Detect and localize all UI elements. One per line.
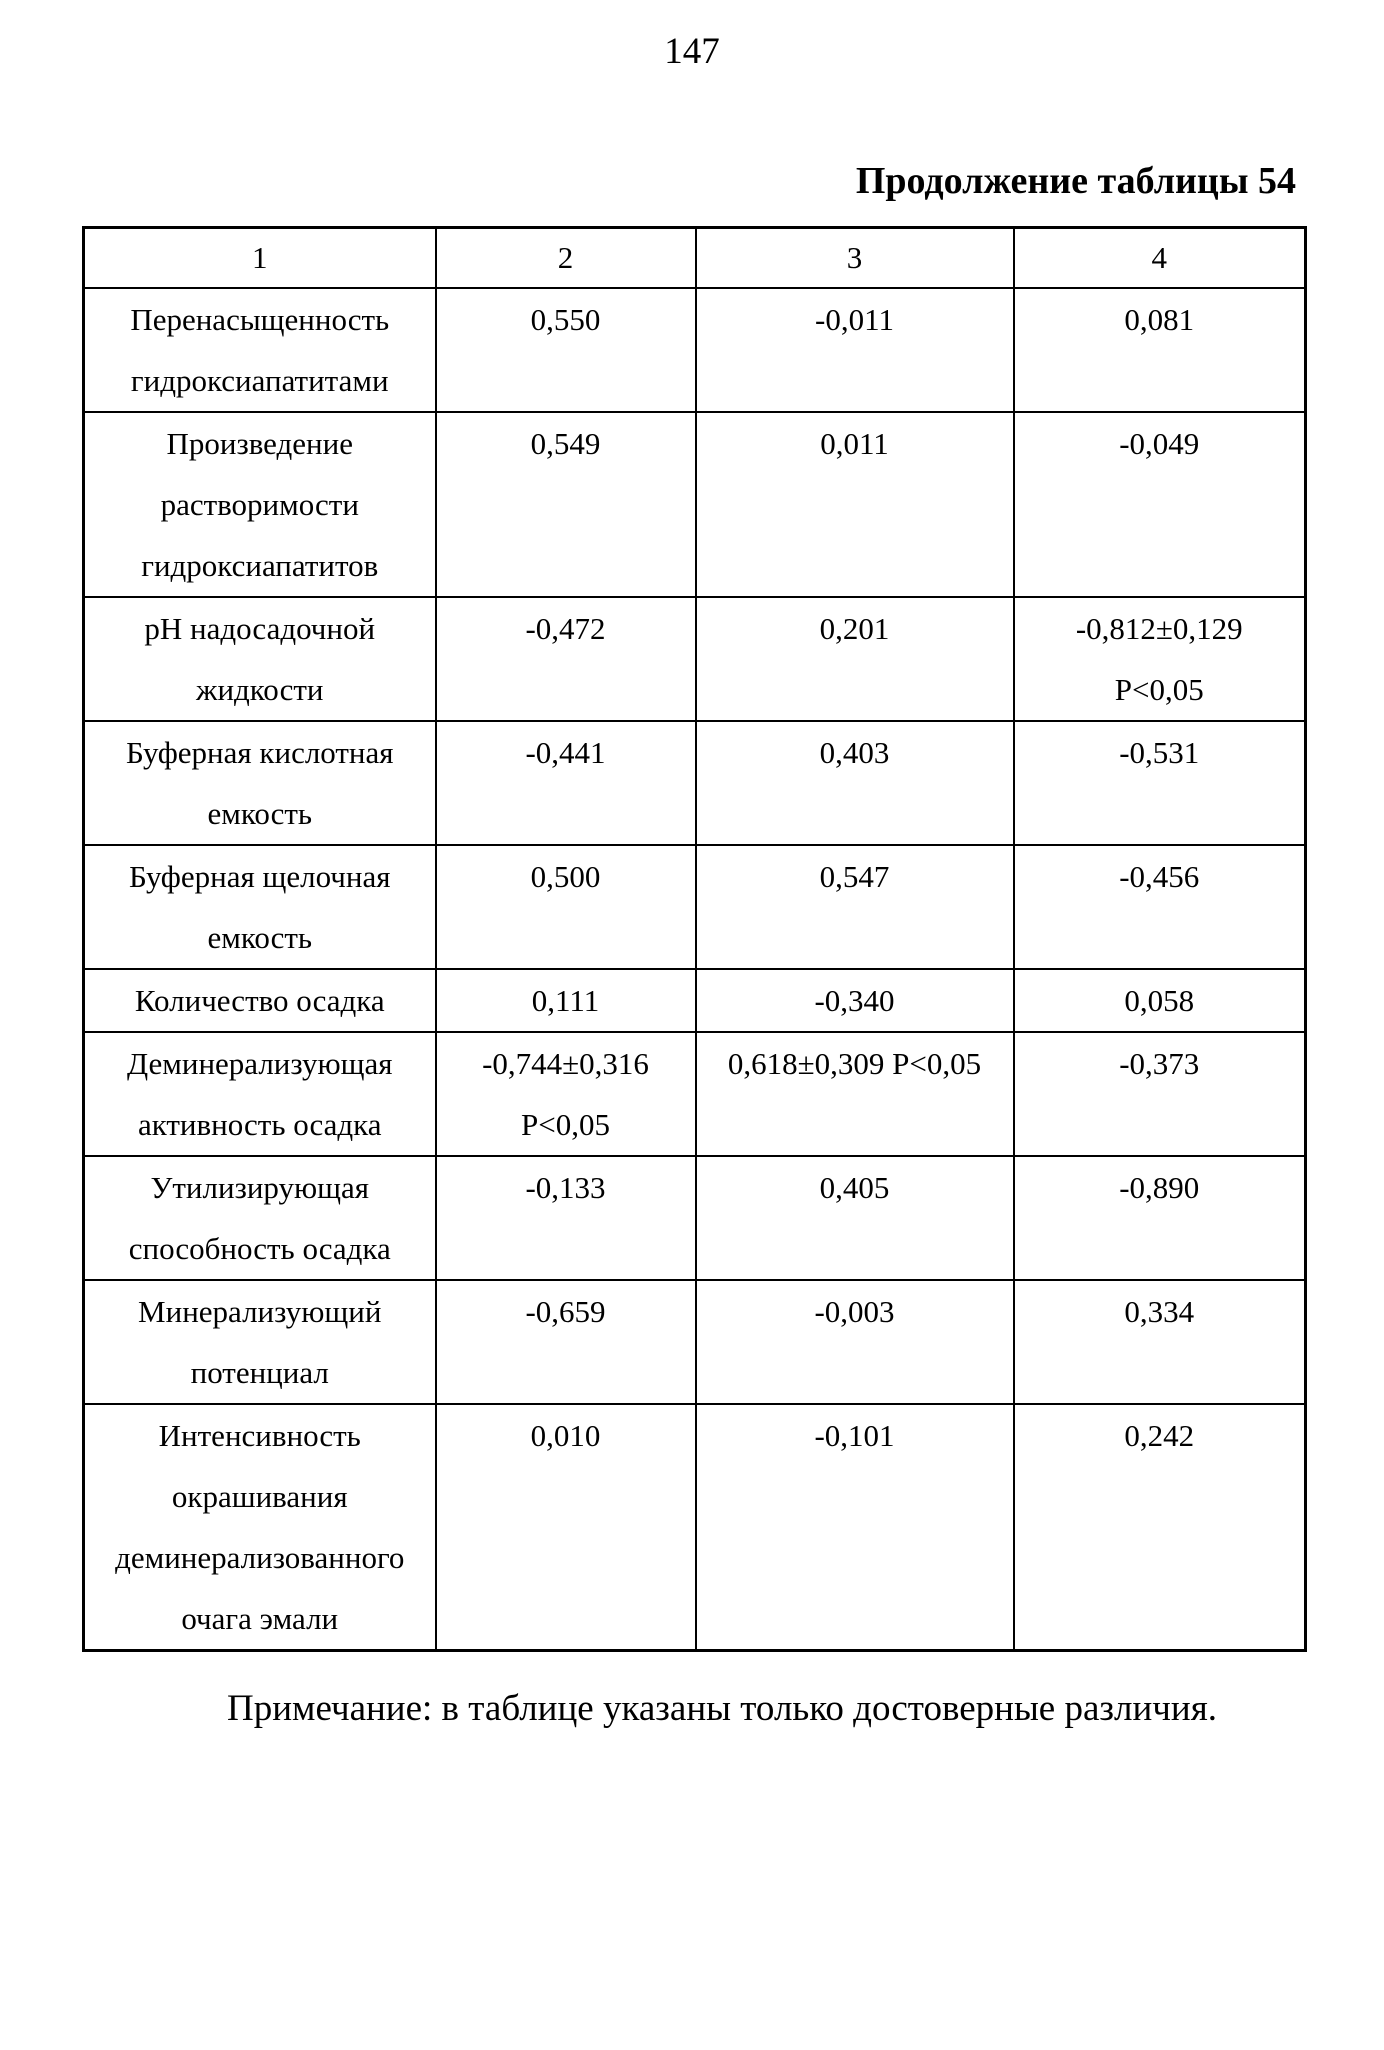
- value-cell-col4: [1014, 1280, 1306, 1404]
- row-label-line: Деминерализующая: [126, 1046, 393, 1081]
- table-row: [84, 969, 1306, 1032]
- value-cell-col4: [1014, 1156, 1306, 1280]
- value-cell-col2: [436, 845, 696, 969]
- value-cell-col3: [696, 1156, 1014, 1280]
- cell-value-line: -0,101: [814, 1418, 895, 1453]
- header-cell-2: 2: [436, 228, 696, 289]
- row-label-cell: [84, 412, 436, 597]
- cell-value-line: 0,618±0,309 P<0,05: [727, 1046, 982, 1081]
- header-cell-4: 4: [1014, 228, 1306, 289]
- cell-value-line: -0,373: [1119, 1046, 1200, 1081]
- row-label-line: Интенсивность: [158, 1418, 361, 1453]
- page-number: 147: [664, 31, 720, 72]
- table-header-row: [84, 228, 1306, 289]
- table-note: Примечание: в таблице указаны только достоверные различия.: [227, 1688, 1217, 1729]
- row-label-line: жидкости: [196, 672, 324, 707]
- value-cell-col2: [436, 412, 696, 597]
- cell-value-line: 0,547: [819, 859, 890, 894]
- cell-value-line: 0,010: [530, 1418, 601, 1453]
- table-caption: Продолжение таблицы 54: [855, 160, 1296, 202]
- row-label-cell: [84, 1032, 436, 1156]
- row-label-line: активность осадка: [137, 1107, 382, 1142]
- table-row: [84, 288, 1306, 412]
- row-label-cell: [84, 969, 436, 1032]
- cell-value-line: -0,531: [1119, 735, 1200, 770]
- cell-value-line: -0,133: [525, 1170, 606, 1205]
- header-cell-1: 1: [84, 228, 436, 289]
- value-cell-col2: [436, 597, 696, 721]
- row-label-line: потенциал: [190, 1355, 329, 1390]
- value-cell-col3: [696, 597, 1014, 721]
- row-label-line: Количество осадка: [134, 983, 385, 1018]
- row-label-cell: [84, 1156, 436, 1280]
- value-cell-col3: [696, 288, 1014, 412]
- row-label-line: Перенасыщенность: [130, 302, 390, 337]
- row-label-cell: [84, 288, 436, 412]
- table-row: [84, 721, 1306, 845]
- cell-value-line: 0,111: [531, 983, 600, 1018]
- row-label-line: деминерализованного: [115, 1540, 405, 1575]
- table-row: [84, 1404, 1306, 1651]
- value-cell-col4: [1014, 597, 1306, 721]
- cell-value-line: -0,890: [1119, 1170, 1200, 1205]
- row-label-line: Утилизирующая: [150, 1170, 370, 1205]
- value-cell-col4: [1014, 969, 1306, 1032]
- cell-value-line: -0,472: [525, 611, 606, 646]
- header-cell-3: 3: [696, 228, 1014, 289]
- cell-value-line: 0,549: [530, 426, 601, 461]
- value-cell-col2: [436, 288, 696, 412]
- table-row: [84, 845, 1306, 969]
- cell-value-line: 0,081: [1124, 302, 1195, 337]
- value-cell-col2: [436, 721, 696, 845]
- row-label-line: способность осадка: [128, 1231, 391, 1266]
- cell-value-line: -0,744±0,316: [482, 1046, 649, 1081]
- row-label-line: Минерализующий: [138, 1294, 382, 1329]
- row-label-line: Произведение: [166, 426, 353, 461]
- table-row: [84, 412, 1306, 597]
- value-cell-col3: [696, 1404, 1014, 1651]
- row-label-cell: [84, 845, 436, 969]
- cell-value-line: -0,049: [1119, 426, 1200, 461]
- cell-value-line: 0,334: [1124, 1294, 1195, 1329]
- cell-value-line: 0,011: [820, 426, 889, 461]
- cell-value-line: -0,340: [814, 983, 895, 1018]
- cell-value-line: P<0,05: [1114, 672, 1204, 707]
- table-row: [84, 597, 1306, 721]
- cell-value-line: -0,456: [1119, 859, 1200, 894]
- cell-value-line: -0,011: [815, 302, 894, 337]
- cell-value-line: -0,441: [525, 735, 606, 770]
- value-cell-col4: [1014, 1032, 1306, 1156]
- value-cell-col2: [436, 1280, 696, 1404]
- row-label-line: растворимости: [160, 487, 359, 522]
- row-label-line: Буферная щелочная: [129, 859, 391, 894]
- row-label-cell: [84, 597, 436, 721]
- row-label-line: Буферная кислотная: [125, 735, 394, 770]
- value-cell-col3: [696, 1280, 1014, 1404]
- value-cell-col2: [436, 1156, 696, 1280]
- cell-value-line: 0,550: [530, 302, 601, 337]
- row-label-cell: [84, 1280, 436, 1404]
- table-row: [84, 1156, 1306, 1280]
- value-cell-col2: [436, 1404, 696, 1651]
- cell-value-line: -0,812±0,129: [1075, 611, 1243, 646]
- value-cell-col4: [1014, 412, 1306, 597]
- table-row: [84, 1032, 1306, 1156]
- row-label-line: гидроксиапатитами: [130, 363, 389, 398]
- value-cell-col3: [696, 845, 1014, 969]
- row-label-line: гидроксиапатитов: [141, 548, 379, 583]
- value-cell-col3: [696, 1032, 1014, 1156]
- cell-value-line: -0,659: [525, 1294, 606, 1329]
- value-cell-col3: [696, 969, 1014, 1032]
- cell-value-line: 0,500: [530, 859, 601, 894]
- value-cell-col4: [1014, 288, 1306, 412]
- row-label-line: очага эмали: [181, 1601, 339, 1636]
- value-cell-col4: [1014, 845, 1306, 969]
- value-cell-col4: [1014, 1404, 1306, 1651]
- row-label-line: pH надосадочной: [144, 611, 376, 646]
- row-label-line: окрашивания: [171, 1479, 348, 1514]
- data-table: [82, 226, 1307, 1652]
- value-cell-col3: [696, 721, 1014, 845]
- row-label-line: емкость: [207, 920, 313, 955]
- row-label-cell: [84, 721, 436, 845]
- cell-value-line: -0,003: [814, 1294, 895, 1329]
- table-row: [84, 1280, 1306, 1404]
- cell-value-line: 0,201: [819, 611, 890, 646]
- value-cell-col2: [436, 1032, 696, 1156]
- cell-value-line: 0,405: [819, 1170, 890, 1205]
- value-cell-col2: [436, 969, 696, 1032]
- row-label-line: емкость: [207, 796, 313, 831]
- cell-value-line: 0,058: [1124, 983, 1195, 1018]
- row-label-cell: [84, 1404, 436, 1651]
- cell-value-line: 0,403: [819, 735, 890, 770]
- value-cell-col3: [696, 412, 1014, 597]
- value-cell-col4: [1014, 721, 1306, 845]
- cell-value-line: 0,242: [1124, 1418, 1195, 1453]
- cell-value-line: P<0,05: [521, 1107, 610, 1142]
